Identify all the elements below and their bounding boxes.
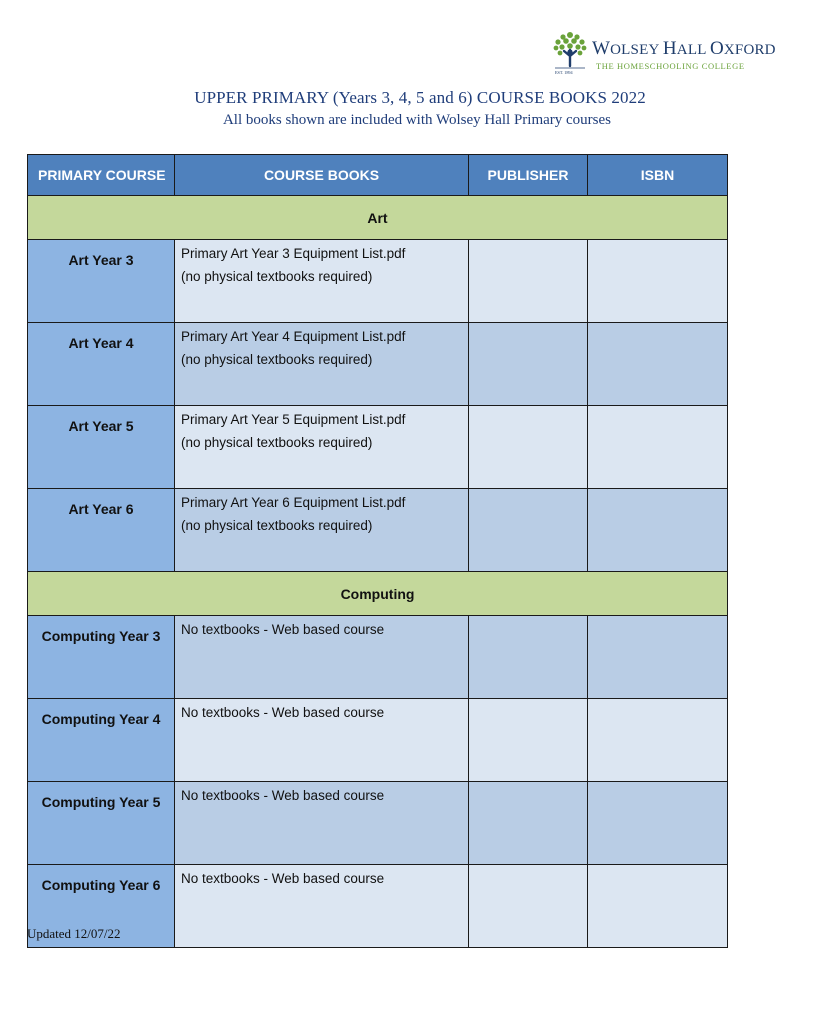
publisher-cell [469,616,588,699]
header-primary-course: PRIMARY COURSE [28,155,175,196]
isbn-cell [588,323,728,406]
section-row-art [28,196,728,240]
course-books-cell: No textbooks - Web based course [175,616,469,699]
isbn-cell [588,699,728,782]
course-books-cell [175,406,469,489]
course-name: Art Year 5 [28,406,175,489]
isbn-cell [588,782,728,865]
isbn-cell [588,865,728,948]
section-title: Computing [28,572,728,616]
book-note: (no physical textbooks required) [181,518,373,533]
table-row [28,489,728,572]
course-books-cell: No textbooks - Web based course [175,782,469,865]
book-link[interactable]: Primary Art Year 3 Equipment List.pdf [181,246,406,261]
section-title: Art [28,196,728,240]
course-name: Art Year 4 [28,323,175,406]
logo-name: WOLSEY HALL OXFORD [592,38,776,59]
book-note: (no physical textbooks required) [181,269,373,284]
updated-date: Updated 12/07/22 [27,926,121,941]
book-note: (no physical textbooks required) [181,435,373,450]
tree-logo-icon [552,30,588,76]
table-row [28,699,728,782]
publisher-cell [469,782,588,865]
course-books-cell: No textbooks - Web based course [175,865,469,948]
publisher-cell [469,699,588,782]
isbn-cell [588,489,728,572]
isbn-cell [588,616,728,699]
course-name: Computing Year 3 [28,616,175,699]
course-books-cell [175,489,469,572]
publisher-cell [469,406,588,489]
header-course-books: COURSE BOOKS [175,155,469,196]
page-subtitle: All books shown are included with Wolsey Hall Primary courses [222,112,612,128]
table-row [28,865,728,948]
publisher-cell [469,240,588,323]
course-name: Computing Year 6 [28,865,175,948]
table-header-row [28,155,728,196]
header-publisher: PUBLISHER [469,155,588,196]
section-row-computing [28,572,728,616]
course-name: Art Year 3 [28,240,175,323]
book-link[interactable]: Primary Art Year 6 Equipment List.pdf [181,495,406,510]
logo-est-text: EST. 1894 [555,70,573,75]
course-name: Art Year 6 [28,489,175,572]
table-row [28,323,728,406]
wolsey-hall-logo [552,30,776,76]
course-books-cell [175,240,469,323]
book-link[interactable]: Primary Art Year 5 Equipment List.pdf [181,412,406,427]
book-link[interactable]: Primary Art Year 4 Equipment List.pdf [181,329,406,344]
table-row [28,240,728,323]
publisher-cell [469,865,588,948]
course-books-table [27,154,728,948]
table-row [28,406,728,489]
table-row [28,616,728,699]
course-books-cell: No textbooks - Web based course [175,699,469,782]
publisher-cell [469,489,588,572]
course-books-cell [175,323,469,406]
book-note: (no physical textbooks required) [181,352,373,367]
course-name: Computing Year 5 [28,782,175,865]
course-name: Computing Year 4 [28,699,175,782]
publisher-cell [469,323,588,406]
logo-tagline: THE HOMESCHOOLING COLLEGE [596,61,745,71]
page-title: UPPER PRIMARY (Years 3, 4, 5 and 6) COURSE BOOKS 2022 [194,88,646,107]
header-isbn: ISBN [588,155,728,196]
table-row [28,782,728,865]
isbn-cell [588,240,728,323]
isbn-cell [588,406,728,489]
